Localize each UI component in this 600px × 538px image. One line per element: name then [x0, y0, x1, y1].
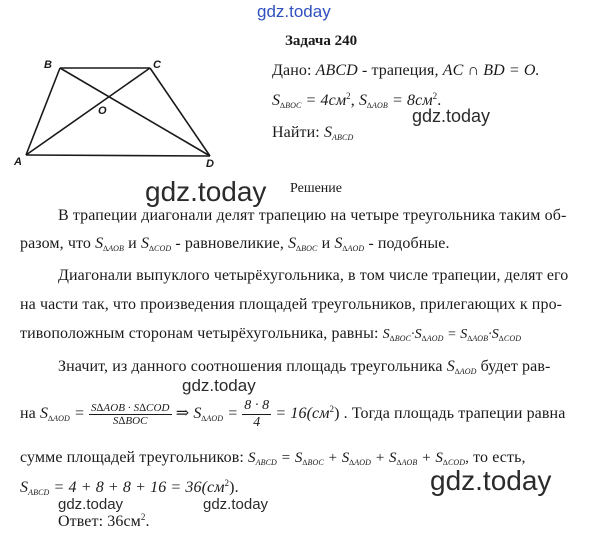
- s-aod: S: [334, 235, 343, 252]
- s-aob-value: = 8см: [392, 92, 433, 109]
- s-aod2: S: [446, 358, 455, 375]
- answer-label: Ответ:: [58, 513, 104, 530]
- vertex-b-label: B: [44, 59, 52, 71]
- s-aob-sub2: ∆AOB: [103, 244, 125, 253]
- para1-l2c: - равновеликие,: [175, 235, 284, 252]
- s-cod: S: [140, 235, 150, 252]
- s-aob-symbol: S: [358, 92, 368, 109]
- watermark-big: gdz.today: [145, 176, 267, 207]
- s-aob-sub: ∆AOB: [367, 101, 388, 110]
- para3-l3a: сумме площадей треугольников:: [20, 449, 244, 466]
- find-line: [272, 124, 353, 142]
- find-s: S: [323, 124, 333, 141]
- s-aod-sub: ∆AOD: [342, 244, 365, 253]
- task-title: Задача 240: [285, 33, 358, 49]
- given-line-1: [272, 62, 540, 80]
- watermark-given: gdz.today: [412, 106, 491, 126]
- watermark-big-right: gdz.today: [430, 465, 552, 496]
- side-ad: [26, 155, 210, 156]
- s-aod4: $S_{\Delta AOD}$ =: [193, 405, 239, 424]
- given-label: Дано:: [272, 62, 312, 79]
- implies-arrow: ⇒: [175, 405, 190, 423]
- side-ab: [26, 68, 60, 155]
- s-abcd-final: $S_{ABCD}$: [20, 479, 50, 497]
- vertex-o-label: O: [98, 105, 107, 117]
- watermark-bottom-left: gdz.today: [58, 496, 124, 513]
- s-aob-sq: 2: [432, 91, 438, 101]
- para1-line1: В трапеции диагонали делят трапецию на четыре треугольника таким об-: [58, 207, 567, 224]
- given-intersection: AC ∩ BD = O.: [442, 62, 540, 79]
- answer-line: Ответ: $36см^2$.: [58, 512, 150, 530]
- s-boc-symbol: S: [272, 92, 281, 109]
- eq16-sq: 2: [329, 404, 335, 415]
- side-cd: [150, 68, 210, 156]
- find-label: Найти:: [272, 124, 320, 141]
- solution-heading: Решение: [290, 181, 343, 196]
- s-boc-value: = 4см: [305, 92, 347, 109]
- final-line: $S_{ABCD} = 4 + 8 + 8 + 16 = 36(см^2)$.: [20, 478, 239, 497]
- watermark-bottom-mid: gdz.today: [203, 496, 269, 513]
- watermark-top: gdz.today: [257, 2, 331, 21]
- diagonal-ac: [26, 68, 150, 155]
- para1-l2d: и: [321, 235, 331, 252]
- answer-value: 36см: [107, 513, 141, 530]
- para3-l2b: . Тогда площадь трапеции равна: [343, 405, 566, 423]
- fraction-2: $\frac{8 \cdot 8}{4}$: [244, 398, 270, 430]
- para1-l2a: разом, что: [20, 235, 91, 252]
- fraction-1: $\frac{\text{S∆AOB · S∆COD}}{\text{S∆BOC}}$: [90, 402, 170, 427]
- para3-l1a: Значит, из данного соотношения площадь треугольника: [58, 358, 443, 375]
- para1-l2e: - подобные.: [368, 235, 450, 252]
- final-sq: 2: [224, 478, 230, 488]
- para2-l3: тивоположным сторонам четырёхугольника, равны:: [20, 325, 379, 342]
- s-cod-sub: ∆COD: [149, 244, 172, 253]
- para3-line2: на $S_{\Delta AOD}$ = $\frac{\text{S∆AOB · S∆COD}}{\text{S∆BOC}}$ ⇒ $S_{\Delta AOD}$ = $\frac{8 \cdot 8}{4}$ = $16(см^2)$ . Тогда площадь трапеции равна: [20, 398, 566, 430]
- para3-l1b: будет рав-: [480, 358, 551, 375]
- para1-line2: [20, 235, 450, 253]
- answer-sq: 2: [140, 512, 146, 522]
- s-boc-sub2: ∆BOC: [296, 244, 318, 253]
- para2-line2: на части так, что произведения площадей треугольников, прилегающих к про-: [20, 296, 563, 313]
- product-eq: $S_{\Delta BOC}\cdot S_{\Delta AOD} = S_{\Delta AOB}\cdot S_{\Delta COD}$: [382, 327, 522, 343]
- sum-eq: $S_{ABCD} = S_{\Delta BOC} + S_{\Delta AOD} + S_{\Delta AOB} + S_{\Delta COD}$,: [248, 450, 470, 467]
- para3-line1: [58, 358, 550, 376]
- trapezoid-figure: [0, 55, 240, 170]
- s-aod3: $S_{\Delta AOD}$ =: [39, 405, 85, 424]
- vertex-a-label: A: [14, 156, 22, 168]
- diagonal-bd: [60, 68, 210, 156]
- para3-l3b: то есть,: [473, 449, 526, 466]
- s-boc-sq: 2: [346, 91, 351, 101]
- para2-line1: Диагонали выпуклого четырёхугольника, в том числе трапеции, делят его: [58, 267, 569, 284]
- final-formula: = 4 + 8 + 8 + 16 = 36(см: [53, 479, 225, 496]
- watermark-mid: gdz.today: [182, 376, 256, 395]
- s-boc2: S: [288, 235, 297, 252]
- given-text: - трапеция,: [361, 62, 439, 79]
- s-boc-sub: ∆BOC: [280, 101, 302, 110]
- s-aob: S: [95, 235, 104, 252]
- vertex-c-label: C: [153, 59, 161, 71]
- eq-16: = 16(см: [275, 405, 330, 423]
- given-figure: ABCD: [315, 62, 358, 79]
- find-sub: ABCD: [332, 133, 354, 142]
- para1-l2b: и: [128, 235, 137, 252]
- vertex-d-label: D: [206, 158, 214, 170]
- s-aod-sub2: ∆AOD: [454, 367, 477, 376]
- given-line-2: $S_{\Delta BOC} = 4см^2$, $S_{\Delta AOB} = 8см^2$.: [272, 91, 442, 110]
- para3-l2a: на: [20, 405, 36, 423]
- para2-line3: [20, 325, 521, 343]
